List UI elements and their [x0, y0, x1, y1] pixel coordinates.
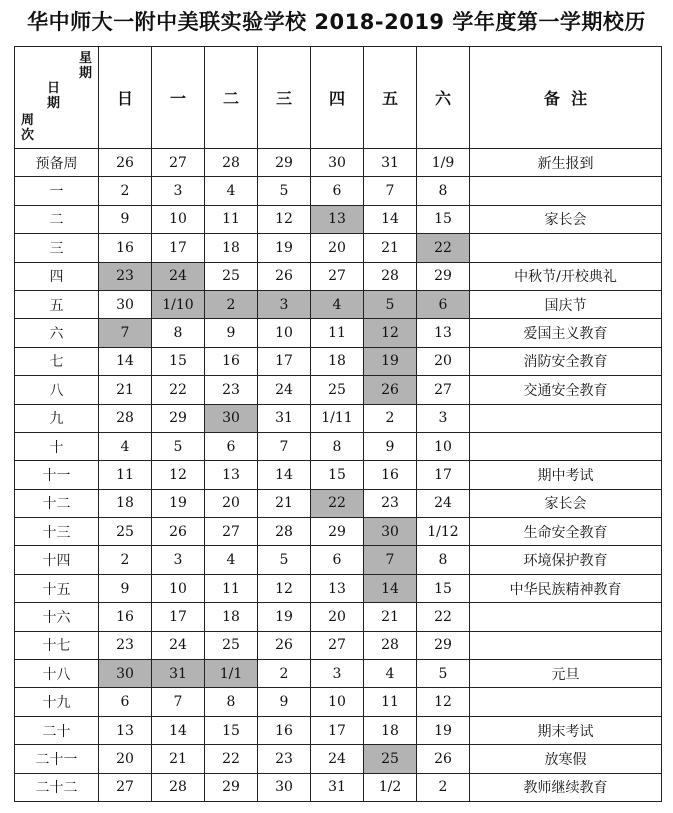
date-cell: 12	[364, 319, 417, 347]
week-number-cell: 二十二	[15, 773, 99, 801]
note-cell: 家长会	[470, 489, 662, 517]
date-cell: 24	[417, 489, 470, 517]
date-cell: 18	[364, 716, 417, 744]
date-cell: 14	[364, 574, 417, 602]
date-cell: 25	[311, 376, 364, 404]
date-cell: 22	[152, 376, 205, 404]
date-cell: 6	[417, 290, 470, 318]
date-cell: 11	[205, 205, 258, 233]
date-cell: 30	[311, 149, 364, 177]
date-cell: 22	[205, 745, 258, 773]
header-mon: 一	[152, 47, 205, 149]
date-cell: 8	[311, 432, 364, 460]
date-cell: 6	[99, 688, 152, 716]
date-cell: 19	[258, 234, 311, 262]
date-cell: 28	[205, 149, 258, 177]
date-cell: 27	[417, 376, 470, 404]
date-cell: 19	[364, 347, 417, 375]
week-number-cell: 一	[15, 177, 99, 205]
date-cell: 15	[311, 461, 364, 489]
date-cell: 10	[417, 432, 470, 460]
date-cell: 23	[99, 262, 152, 290]
table-row	[15, 376, 662, 404]
date-cell: 27	[152, 149, 205, 177]
date-cell: 10	[258, 319, 311, 347]
table-row	[15, 518, 662, 546]
note-cell: 元旦	[470, 660, 662, 688]
week-number-cell: 二十	[15, 716, 99, 744]
date-cell: 9	[258, 688, 311, 716]
date-cell: 8	[152, 319, 205, 347]
note-cell: 消防安全教育	[470, 347, 662, 375]
date-cell: 22	[417, 234, 470, 262]
table-row	[15, 177, 662, 205]
date-cell: 1/10	[152, 290, 205, 318]
table-row	[15, 205, 662, 233]
date-cell: 8	[417, 546, 470, 574]
date-cell: 22	[311, 489, 364, 517]
date-cell: 17	[152, 603, 205, 631]
date-cell: 15	[417, 205, 470, 233]
table-row	[15, 631, 662, 659]
date-cell: 8	[417, 177, 470, 205]
date-cell: 27	[311, 262, 364, 290]
header-thu: 四	[311, 47, 364, 149]
date-cell: 24	[311, 745, 364, 773]
note-cell	[470, 177, 662, 205]
date-cell: 26	[152, 518, 205, 546]
note-cell: 期末考试	[470, 716, 662, 744]
note-cell	[470, 234, 662, 262]
date-cell: 3	[152, 177, 205, 205]
date-cell: 11	[364, 688, 417, 716]
date-cell: 14	[364, 205, 417, 233]
week-number-cell: 十	[15, 432, 99, 460]
date-cell: 21	[152, 745, 205, 773]
date-cell: 7	[364, 546, 417, 574]
week-number-cell: 十八	[15, 660, 99, 688]
table-row	[15, 404, 662, 432]
date-cell: 16	[205, 347, 258, 375]
table-row	[15, 347, 662, 375]
date-cell: 29	[205, 773, 258, 801]
date-cell: 5	[258, 177, 311, 205]
date-cell: 16	[99, 234, 152, 262]
date-cell: 3	[258, 290, 311, 318]
week-number-cell: 十六	[15, 603, 99, 631]
note-cell: 国庆节	[470, 290, 662, 318]
header-notes: 备 注	[470, 47, 662, 149]
week-number-cell: 七	[15, 347, 99, 375]
date-cell: 4	[205, 546, 258, 574]
table-row	[15, 461, 662, 489]
corner-weekday-label: 星 期	[78, 51, 92, 81]
date-cell: 12	[417, 688, 470, 716]
week-number-cell: 九	[15, 404, 99, 432]
school-calendar-table	[14, 46, 662, 802]
date-cell: 28	[99, 404, 152, 432]
date-cell: 28	[364, 631, 417, 659]
date-cell: 4	[364, 660, 417, 688]
date-cell: 29	[258, 149, 311, 177]
date-cell: 19	[152, 489, 205, 517]
table-row	[15, 773, 662, 801]
week-number-cell: 十一	[15, 461, 99, 489]
date-cell: 3	[417, 404, 470, 432]
table-row	[15, 660, 662, 688]
date-cell: 7	[364, 177, 417, 205]
date-cell: 9	[99, 574, 152, 602]
date-cell: 24	[152, 631, 205, 659]
note-cell: 生命安全教育	[470, 518, 662, 546]
date-cell: 6	[311, 177, 364, 205]
date-cell: 6	[311, 546, 364, 574]
date-cell: 27	[99, 773, 152, 801]
date-cell: 2	[99, 546, 152, 574]
date-cell: 8	[205, 688, 258, 716]
date-cell: 25	[99, 518, 152, 546]
date-cell: 22	[417, 603, 470, 631]
date-cell: 29	[417, 262, 470, 290]
date-cell: 30	[258, 773, 311, 801]
date-cell: 9	[364, 432, 417, 460]
table-row	[15, 432, 662, 460]
date-cell: 9	[99, 205, 152, 233]
date-cell: 16	[258, 716, 311, 744]
date-cell: 19	[258, 603, 311, 631]
date-cell: 14	[99, 347, 152, 375]
week-number-cell: 四	[15, 262, 99, 290]
date-cell: 20	[311, 234, 364, 262]
date-cell: 30	[99, 660, 152, 688]
note-cell: 交通安全教育	[470, 376, 662, 404]
date-cell: 17	[152, 234, 205, 262]
date-cell: 24	[258, 376, 311, 404]
date-cell: 27	[205, 518, 258, 546]
date-cell: 5	[364, 290, 417, 318]
date-cell: 11	[205, 574, 258, 602]
table-row	[15, 574, 662, 602]
date-cell: 23	[258, 745, 311, 773]
week-number-cell: 二十一	[15, 745, 99, 773]
header-row	[15, 47, 662, 149]
date-cell: 11	[99, 461, 152, 489]
date-cell: 2	[364, 404, 417, 432]
date-cell: 3	[311, 660, 364, 688]
week-number-cell: 十二	[15, 489, 99, 517]
date-cell: 4	[205, 177, 258, 205]
date-cell: 14	[152, 716, 205, 744]
date-cell: 25	[364, 745, 417, 773]
date-cell: 27	[311, 631, 364, 659]
note-cell: 家长会	[470, 205, 662, 233]
date-cell: 25	[205, 631, 258, 659]
date-cell: 31	[311, 773, 364, 801]
date-cell: 31	[152, 660, 205, 688]
date-cell: 16	[99, 603, 152, 631]
date-cell: 28	[364, 262, 417, 290]
date-cell: 9	[205, 319, 258, 347]
date-cell: 1/2	[364, 773, 417, 801]
date-cell: 15	[152, 347, 205, 375]
week-number-cell: 六	[15, 319, 99, 347]
header-sat: 六	[417, 47, 470, 149]
date-cell: 11	[311, 319, 364, 347]
header-fri: 五	[364, 47, 417, 149]
week-number-cell: 三	[15, 234, 99, 262]
note-cell	[470, 404, 662, 432]
date-cell: 26	[364, 376, 417, 404]
date-cell: 4	[99, 432, 152, 460]
date-cell: 19	[417, 716, 470, 744]
date-cell: 24	[152, 262, 205, 290]
header-tue: 二	[205, 47, 258, 149]
date-cell: 13	[205, 461, 258, 489]
table-row	[15, 149, 662, 177]
date-cell: 17	[417, 461, 470, 489]
date-cell: 18	[311, 347, 364, 375]
week-number-cell: 十三	[15, 518, 99, 546]
week-number-cell: 十九	[15, 688, 99, 716]
corner-header	[15, 47, 99, 149]
table-row	[15, 489, 662, 517]
date-cell: 1/11	[311, 404, 364, 432]
header-sun: 日	[99, 47, 152, 149]
date-cell: 21	[258, 489, 311, 517]
table-row	[15, 688, 662, 716]
week-number-cell: 十四	[15, 546, 99, 574]
date-cell: 14	[258, 461, 311, 489]
date-cell: 26	[258, 631, 311, 659]
note-cell	[470, 432, 662, 460]
date-cell: 30	[364, 518, 417, 546]
date-cell: 18	[205, 234, 258, 262]
date-cell: 21	[364, 603, 417, 631]
date-cell: 15	[205, 716, 258, 744]
date-cell: 12	[258, 205, 311, 233]
date-cell: 23	[99, 631, 152, 659]
corner-date-label: 日 期	[47, 81, 61, 111]
date-cell: 20	[205, 489, 258, 517]
week-number-cell: 十七	[15, 631, 99, 659]
note-cell	[470, 688, 662, 716]
date-cell: 21	[364, 234, 417, 262]
date-cell: 20	[99, 745, 152, 773]
date-cell: 26	[99, 149, 152, 177]
date-cell: 13	[417, 319, 470, 347]
date-cell: 3	[152, 546, 205, 574]
note-cell	[470, 603, 662, 631]
header-wed: 三	[258, 47, 311, 149]
date-cell: 28	[258, 518, 311, 546]
date-cell: 13	[99, 716, 152, 744]
note-cell: 环境保护教育	[470, 546, 662, 574]
date-cell: 26	[258, 262, 311, 290]
date-cell: 10	[311, 688, 364, 716]
date-cell: 23	[205, 376, 258, 404]
page-title: 华中师大一附中美联实验学校 2018-2019 学年度第一学期校历	[27, 10, 646, 34]
note-cell: 爱国主义教育	[470, 319, 662, 347]
table-row	[15, 290, 662, 318]
date-cell: 1/12	[417, 518, 470, 546]
date-cell: 2	[258, 660, 311, 688]
date-cell: 26	[417, 745, 470, 773]
note-cell: 中秋节/开校典礼	[470, 262, 662, 290]
date-cell: 30	[99, 290, 152, 318]
date-cell: 30	[205, 404, 258, 432]
date-cell: 12	[152, 461, 205, 489]
date-cell: 1/1	[205, 660, 258, 688]
table-row	[15, 716, 662, 744]
date-cell: 13	[311, 205, 364, 233]
date-cell: 7	[152, 688, 205, 716]
date-cell: 17	[311, 716, 364, 744]
date-cell: 5	[417, 660, 470, 688]
date-cell: 2	[99, 177, 152, 205]
date-cell: 10	[152, 574, 205, 602]
date-cell: 20	[311, 603, 364, 631]
note-cell: 教师继续教育	[470, 773, 662, 801]
table-row	[15, 262, 662, 290]
week-number-cell: 五	[15, 290, 99, 318]
date-cell: 7	[258, 432, 311, 460]
table-row	[15, 603, 662, 631]
date-cell: 31	[258, 404, 311, 432]
note-cell: 新生报到	[470, 149, 662, 177]
date-cell: 21	[99, 376, 152, 404]
table-row	[15, 234, 662, 262]
date-cell: 28	[152, 773, 205, 801]
date-cell: 25	[205, 262, 258, 290]
week-number-cell: 二	[15, 205, 99, 233]
table-row	[15, 546, 662, 574]
date-cell: 13	[311, 574, 364, 602]
date-cell: 5	[152, 432, 205, 460]
date-cell: 5	[258, 546, 311, 574]
note-cell: 期中考试	[470, 461, 662, 489]
date-cell: 31	[364, 149, 417, 177]
date-cell: 2	[205, 290, 258, 318]
date-cell: 17	[258, 347, 311, 375]
date-cell: 6	[205, 432, 258, 460]
date-cell: 18	[205, 603, 258, 631]
date-cell: 7	[99, 319, 152, 347]
date-cell: 29	[152, 404, 205, 432]
date-cell: 16	[364, 461, 417, 489]
note-cell: 中华民族精神教育	[470, 574, 662, 602]
week-number-cell: 八	[15, 376, 99, 404]
date-cell: 15	[417, 574, 470, 602]
corner-week-label: 周 次	[21, 113, 35, 143]
date-cell: 4	[311, 290, 364, 318]
date-cell: 1/9	[417, 149, 470, 177]
week-number-cell: 十五	[15, 574, 99, 602]
date-cell: 2	[417, 773, 470, 801]
date-cell: 12	[258, 574, 311, 602]
table-row	[15, 745, 662, 773]
date-cell: 10	[152, 205, 205, 233]
date-cell: 23	[364, 489, 417, 517]
date-cell: 29	[311, 518, 364, 546]
note-cell: 放寒假	[470, 745, 662, 773]
date-cell: 20	[417, 347, 470, 375]
calendar-body	[15, 149, 662, 802]
note-cell	[470, 631, 662, 659]
table-row	[15, 319, 662, 347]
date-cell: 18	[99, 489, 152, 517]
date-cell: 29	[417, 631, 470, 659]
week-number-cell: 预备周	[15, 149, 99, 177]
